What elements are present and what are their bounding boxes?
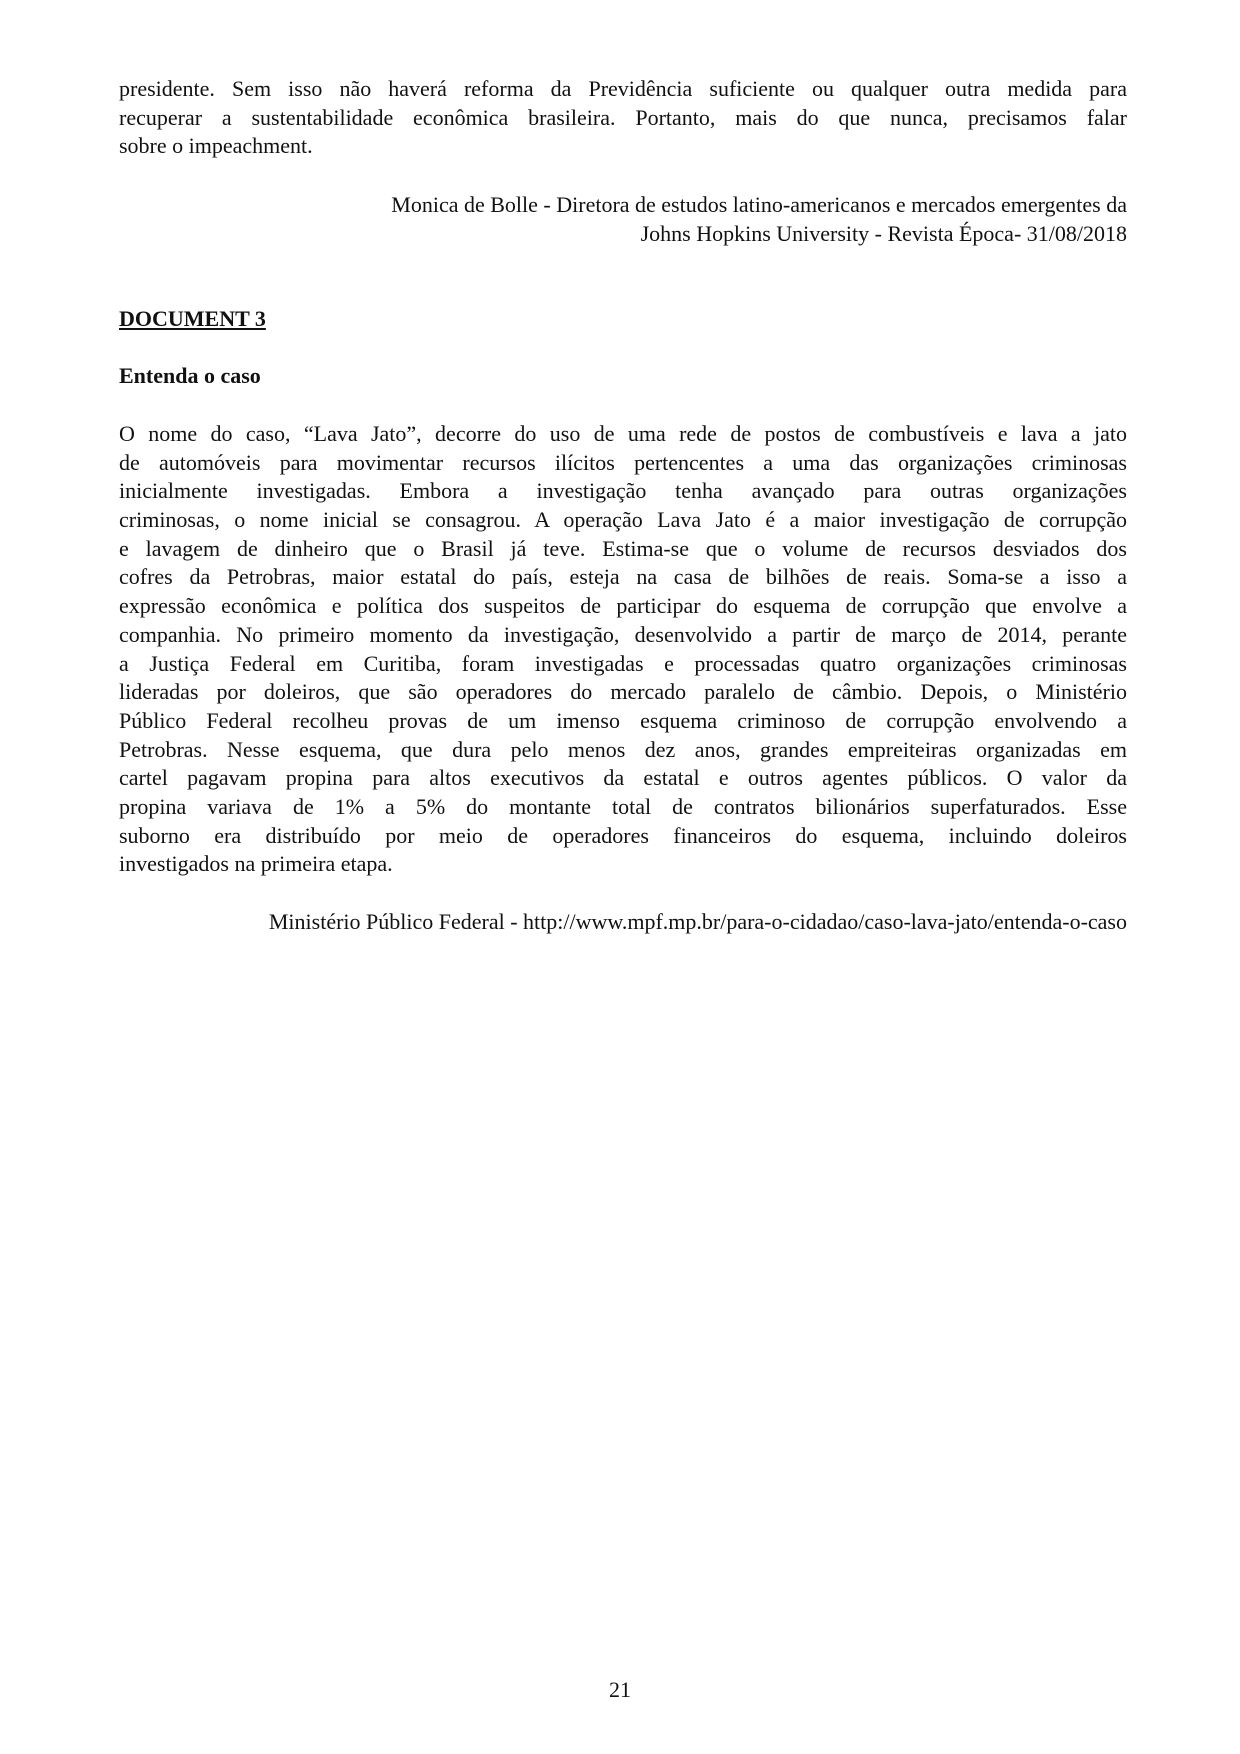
text-line: cartel pagavam propina para altos executivos da estatal e outros agentes públicos. O valor da [119,765,1127,791]
page-number: 21 [609,1677,631,1702]
text-line: Público Federal recolheu provas de um imenso esquema criminoso de corrupção envolvendo a [119,707,1127,733]
text-line: Petrobras. Nesse esquema, que dura pelo menos dez anos, grandes empreiteiras organizadas em [119,736,1127,762]
text-line: criminosas, o nome inicial se consagrou. A operação Lava Jato é a maior investigação de corrupção [119,507,1127,533]
source-citation: Ministério Público Federal - http://www.mpf.mp.br/para-o-cidadao/caso-lava-jato/entenda-o-caso [268,909,1127,934]
text-line: companhia. No primeiro momento da investigação, desenvolvido a partir de março de 2014, perante [119,621,1127,647]
text-line: cofres da Petrobras, maior estatal do país, esteja na casa de bilhões de reais. Soma-se a isso a [119,564,1127,590]
text-line: inicialmente investigadas. Embora a investigação tenha avançado para outras organizações [119,478,1127,504]
text-line: recuperar a sustentabilidade econômica brasileira. Portanto, mais do que nunca, precisamos falar [119,104,1127,130]
text-line: investigados na primeira etapa. [119,851,393,877]
attribution [119,191,1127,248]
text-line: O nome do caso, “Lava Jato”, decorre do uso de uma rede de postos de combustíveis e lava a jato [119,421,1127,446]
attribution-line: Johns Hopkins University - Revista Época- 31/08/2018 [640,220,1127,246]
text-line: e lavagem de dinheiro que o Brasil já teve. Estima-se que o volume de recursos desviados dos [119,535,1127,561]
text-line: lideradas por doleiros, que são operadores do mercado paralelo de câmbio. Depois, o Ministério [119,679,1127,705]
text-line: propina variava de 1% a 5% do montante total de contratos bilionários superfaturados. Esse [119,793,1127,819]
section-title: Entenda o caso [119,363,261,388]
intro-paragraph [119,75,1127,161]
text-line: presidente. Sem isso não haverá reforma da Previdência suficiente ou qualquer outra medida para [119,76,1127,101]
attribution-line: Monica de Bolle - Diretora de estudos latino-americanos e mercados emergentes da [391,192,1127,217]
text-line: expressão econômica e política dos suspeitos de participar do esquema de corrupção que envolve a [119,593,1127,619]
text-line: sobre o impeachment. [119,133,313,159]
text-line: a Justiça Federal em Curitiba, foram investigadas e processadas quatro organizações criminosas [119,650,1127,676]
text-line: suborno era distribuído por meio de operadores financeiros do esquema, incluindo doleiros [119,822,1127,848]
text-line: de automóveis para movimentar recursos ilícitos pertencentes a uma das organizações criminosas [119,449,1127,475]
body-paragraph [119,420,1127,879]
document-heading: DOCUMENT 3 [119,306,266,331]
